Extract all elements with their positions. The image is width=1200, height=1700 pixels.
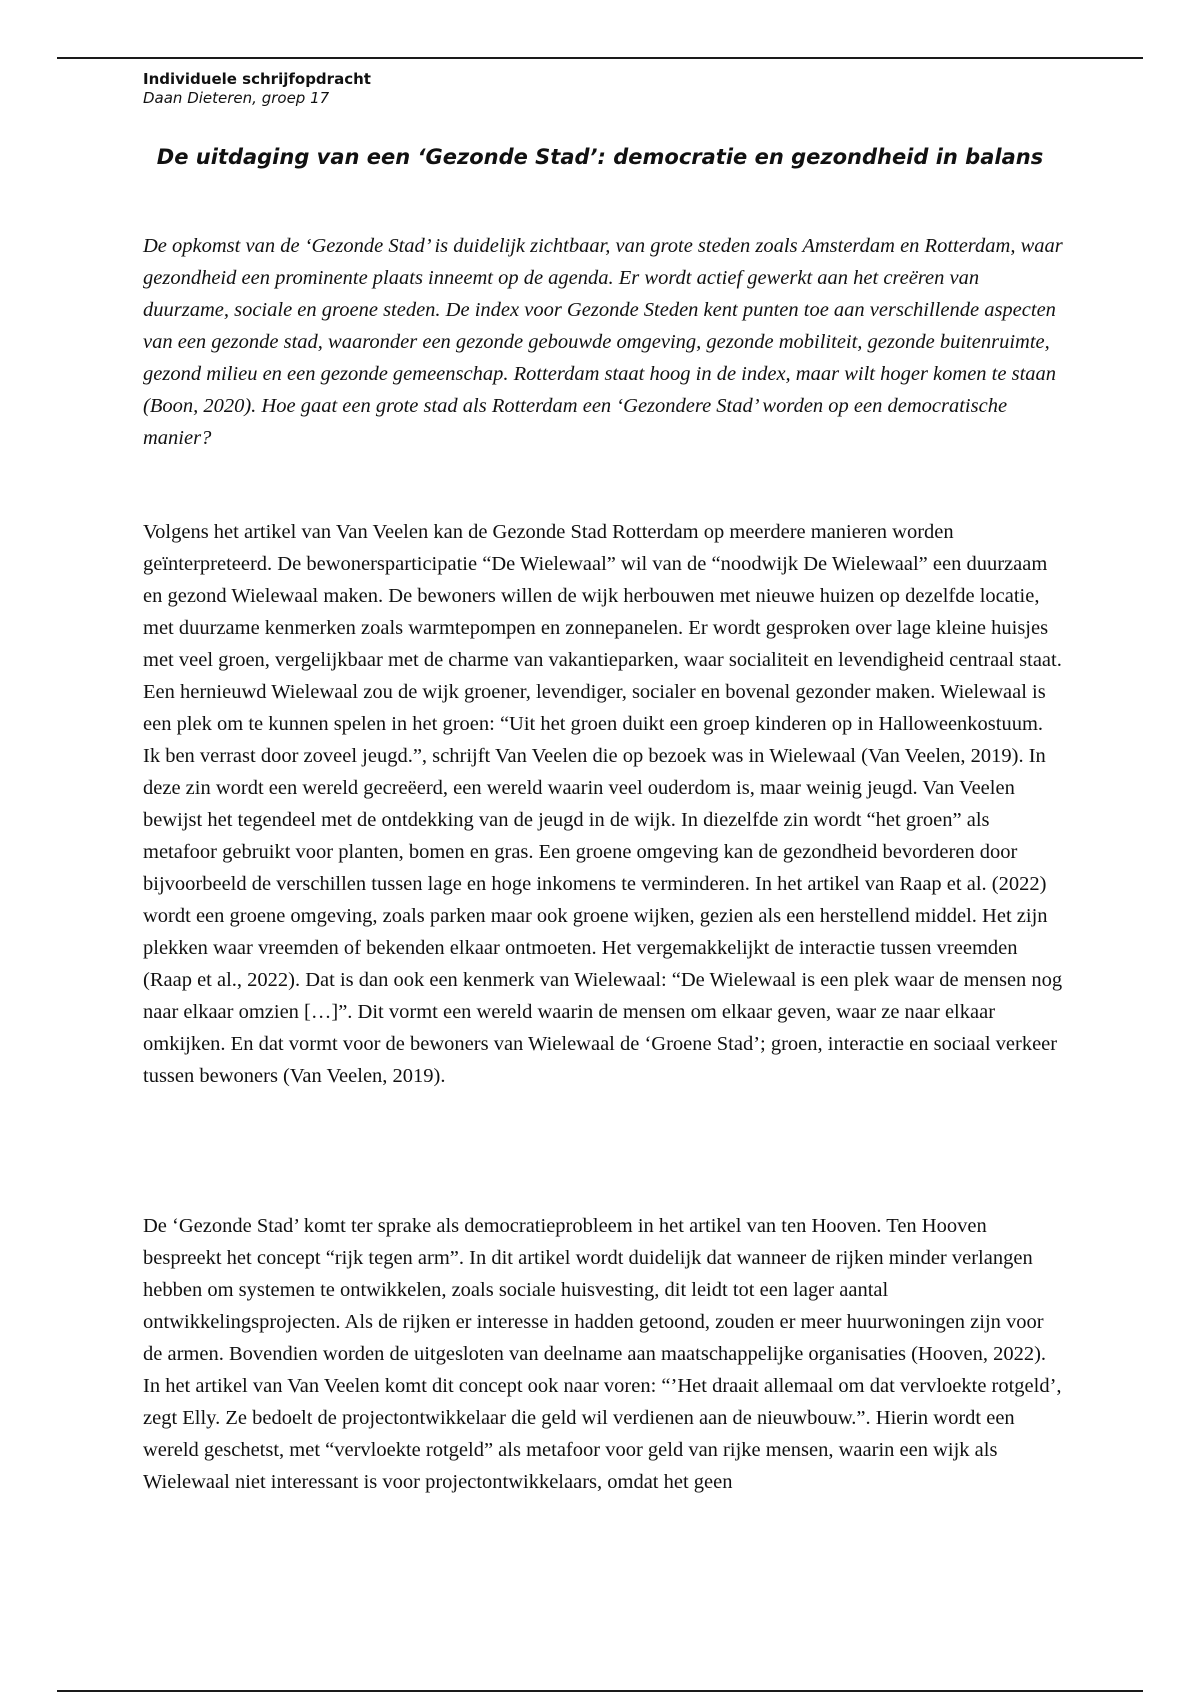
assignment-label: Individuele schrijfopdracht [143,70,371,88]
paragraph-text: Volgens het artikel van Van Veelen kan de Gezonde Stad Rotterdam op meerdere manieren worden geïnterpreteerd. De bewonersparticipatie “De Wielewaal” wil van de “noodwijk De Wielewaal” een duurzaam en gezond Wielewaal maken. De bewoners willen de wijk herbouwen met nieuwe huizen op dezelfde locatie, met duurzame kenmerken zoals warmtepompen en zonnepanelen. Er wordt gesproken over lage kleine huisjes met veel groen, vergelijkbaar met de charme van vakantieparken, waar socialiteit en levendigheid centraal staat. Een hernieuwd Wielewaal zou de wijk groener, levendiger, socialer en bovenal gezonder maken. Wielewaal is een plek om te kunnen spelen in het groen: “Uit het groen duikt een groep kinderen op in Halloweenkostuum. Ik ben verrast door zoveel jeugd.”, schrijft Van Veelen die op bezoek was in Wielewaal (Van Veelen, 2019). In deze zin wordt een wereld gecreëerd, een wereld waarin veel ouderdom is, maar weinig jeugd. Van Veelen bewijst het tegendeel met de ontdekking van de jeugd in de wijk. In diezelfde zin wordt “het groen” als metafoor gebruikt voor planten, bomen en gras. Een groene omgeving kan de gezondheid bevorderen door bijvoorbeeld de verschillen tussen lage en hoge inkomens te verminderen. In het artikel van Raap et al. (2022) wordt een groene omgeving, zoals parken maar ook groene wijken, gezien als een herstellend middel. Het zijn plekken waar vreemden of bekenden elkaar ontmoeten. Het vergemakkelijkt de interactie tussen vreemden (Raap et al., 2022). Dat is dan ook een kenmerk van Wielewaal: “De Wielewaal is een plek waar de mensen nog naar elkaar omzien […]”. Dit vormt een wereld waarin de mensen om elkaar geven, waar ze naar elkaar omkijken. En dat vormt voor de bewoners van Wielewaal de ‘Groene Stad’; groen, interactie en sociaal verkeer tussen bewoners (Van Veelen, 2019). [143,521,1063,1087]
body-paragraph-1 [143,516,1063,1092]
intro-text: De opkomst van de ‘Gezonde Stad’ is duidelijk zichtbaar, van grote steden zoals Amsterdam en Rotterdam, waar gezondheid een prominente plaats inneemt op de agenda. Er wordt actief gewerkt aan het creëren van duurzame, sociale en groene steden. De index voor Gezonde Steden kent punten toe aan verschillende aspecten van een gezonde stad, waaronder een gezonde gebouwde omgeving, gezonde mobiliteit, gezonde buitenruimte, gezond milieu en een gezonde gemeenschap. Rotterdam staat hoog in de index, maar wilt hoger komen te staan (Boon, 2020). Hoe gaat een grote stad als Rotterdam een ‘Gezondere Stad’ worden op een democratische manier? [143,235,1063,449]
author-line: Daan Dieteren, groep 17 [143,89,330,107]
body-paragraph-2 [143,1210,1063,1498]
paragraph-text: De ‘Gezonde Stad’ komt ter sprake als democratieprobleem in het artikel van ten Hooven. Ten Hooven bespreekt het concept “rijk tegen arm”. In dit artikel wordt duidelijk dat wanneer de rijken minder verlangen hebben om systemen te ontwikkelen, zoals sociale huisvesting, dit leidt tot een lager aantal ontwikkelingsprojecten. Als de rijken er interesse in hadden getoond, zouden er meer huurwoningen zijn voor de armen. Bovendien worden de uitgesloten van deelname aan maatschappelijke organisaties (Hooven, 2022). In het artikel van Van Veelen komt dit concept ook naar voren: “’Het draait allemaal om dat vervloekte rotgeld’, zegt Elly. Ze bedoelt de projectontwikkelaar die geld wil verdienen aan de nieuwbouw.”. Hierin wordt een wereld geschetst, met “vervloekte rotgeld” als metafoor voor geld van rijke mensen, waarin een wijk als Wielewaal niet interessant is voor projectontwikkelaars, omdat het geen [143,1215,1062,1493]
bottom-rule [57,1690,1143,1692]
intro-paragraph [143,230,1063,454]
top-rule [57,57,1143,59]
document-header [143,70,1043,108]
document-title: De uitdaging van een ‘Gezonde Stad’: democratie en gezondheid in balans [156,145,1044,169]
